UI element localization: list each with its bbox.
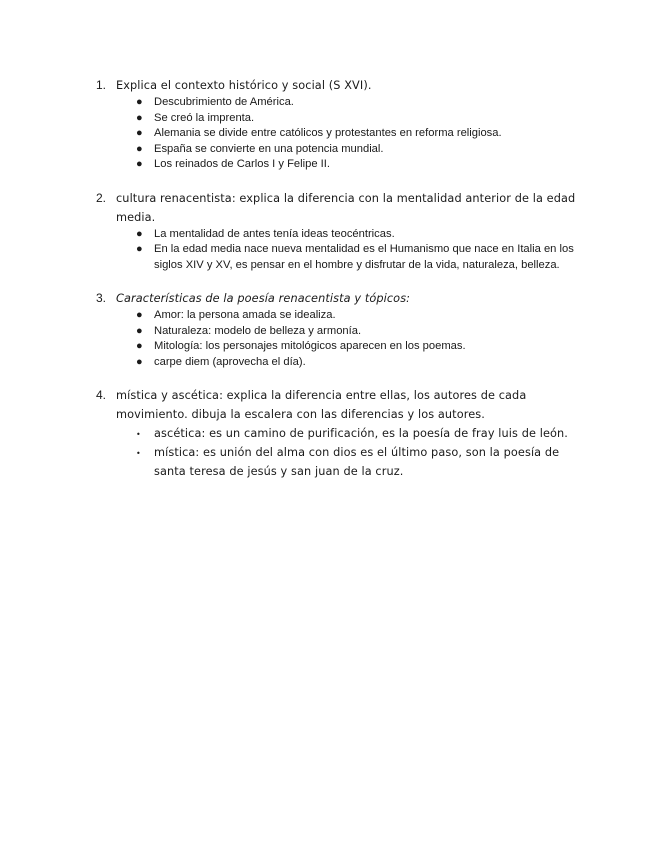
bullet-icon: ● bbox=[136, 309, 143, 321]
answer-list bbox=[116, 308, 585, 370]
list-item: ● Se creó la imprenta. bbox=[116, 111, 585, 127]
list-item: • ascética: es un camino de purificación, es la poesía de fray luis de león. bbox=[116, 424, 585, 443]
list-item: ● Alemania se divide entre católicos y protestantes en reforma religiosa. bbox=[116, 126, 585, 142]
question-number: 1. bbox=[96, 78, 107, 92]
list-item: ● Amor: la persona amada se idealiza. bbox=[116, 308, 585, 324]
list-item: ● En la edad media nace nueva mentalidad es el Humanismo que nace en Italia en los siglos XIV y XV, es pensar en el hombre y disfrutar de la vida, naturaleza, belleza. bbox=[136, 243, 574, 271]
bullet-icon: ● bbox=[136, 340, 143, 352]
bullet-icon: ● bbox=[136, 96, 143, 108]
bullet-icon: ● bbox=[136, 243, 143, 255]
list-item: ● Descubrimiento de América. bbox=[116, 95, 585, 111]
list-item: ● La mentalidad de antes tenía ideas teocéntricas. bbox=[116, 227, 585, 243]
question-text: Características de la poesía renacentista y tópicos: bbox=[116, 292, 411, 305]
answer-list bbox=[116, 424, 585, 481]
list-item: ● Los reinados de Carlos I y Felipe II. bbox=[116, 157, 585, 173]
question-2 bbox=[96, 189, 585, 274]
answer-list bbox=[116, 95, 585, 173]
bullet-icon: ● bbox=[136, 355, 143, 368]
list-item: • mística: es unión del alma con dios es el último paso, son la poesía de santa teresa de jesús y san juan de la cruz. bbox=[136, 446, 560, 478]
bullet-icon: ● bbox=[136, 127, 143, 139]
question-4 bbox=[96, 386, 585, 481]
bullet-icon: ● bbox=[136, 227, 143, 240]
list-item: ● carpe diem (aprovecha el día). bbox=[116, 355, 585, 371]
bullet-icon: • bbox=[136, 449, 141, 458]
question-number: 3. bbox=[96, 291, 107, 305]
bullet-icon: ● bbox=[136, 324, 143, 337]
question-3 bbox=[96, 289, 585, 370]
bullet-icon: ● bbox=[136, 111, 143, 124]
list-item: ● España se convierte en una potencia mundial. bbox=[116, 142, 585, 158]
bullet-icon: • bbox=[136, 430, 141, 439]
list-item: ● Mitología: los personajes mitológicos aparecen en los poemas. bbox=[116, 339, 585, 355]
question-1 bbox=[96, 76, 585, 173]
bullet-icon: ● bbox=[136, 142, 143, 155]
question-text: Explica el contexto histórico y social (S XVI). bbox=[116, 79, 372, 92]
question-text: mística y ascética: explica la diferencia entre ellas, los autores de cada movimiento. dibuja la escalera con las diferencias y los autores. bbox=[116, 389, 527, 421]
bullet-icon: ● bbox=[136, 158, 143, 170]
list-item: ● Naturaleza: modelo de belleza y armonía. bbox=[116, 324, 585, 340]
question-text: cultura renacentista: explica la diferencia con la mentalidad anterior de la edad media. bbox=[116, 191, 576, 224]
question-number: 2. bbox=[96, 190, 107, 205]
question-number: 4. bbox=[96, 388, 107, 402]
answer-list bbox=[116, 227, 585, 274]
